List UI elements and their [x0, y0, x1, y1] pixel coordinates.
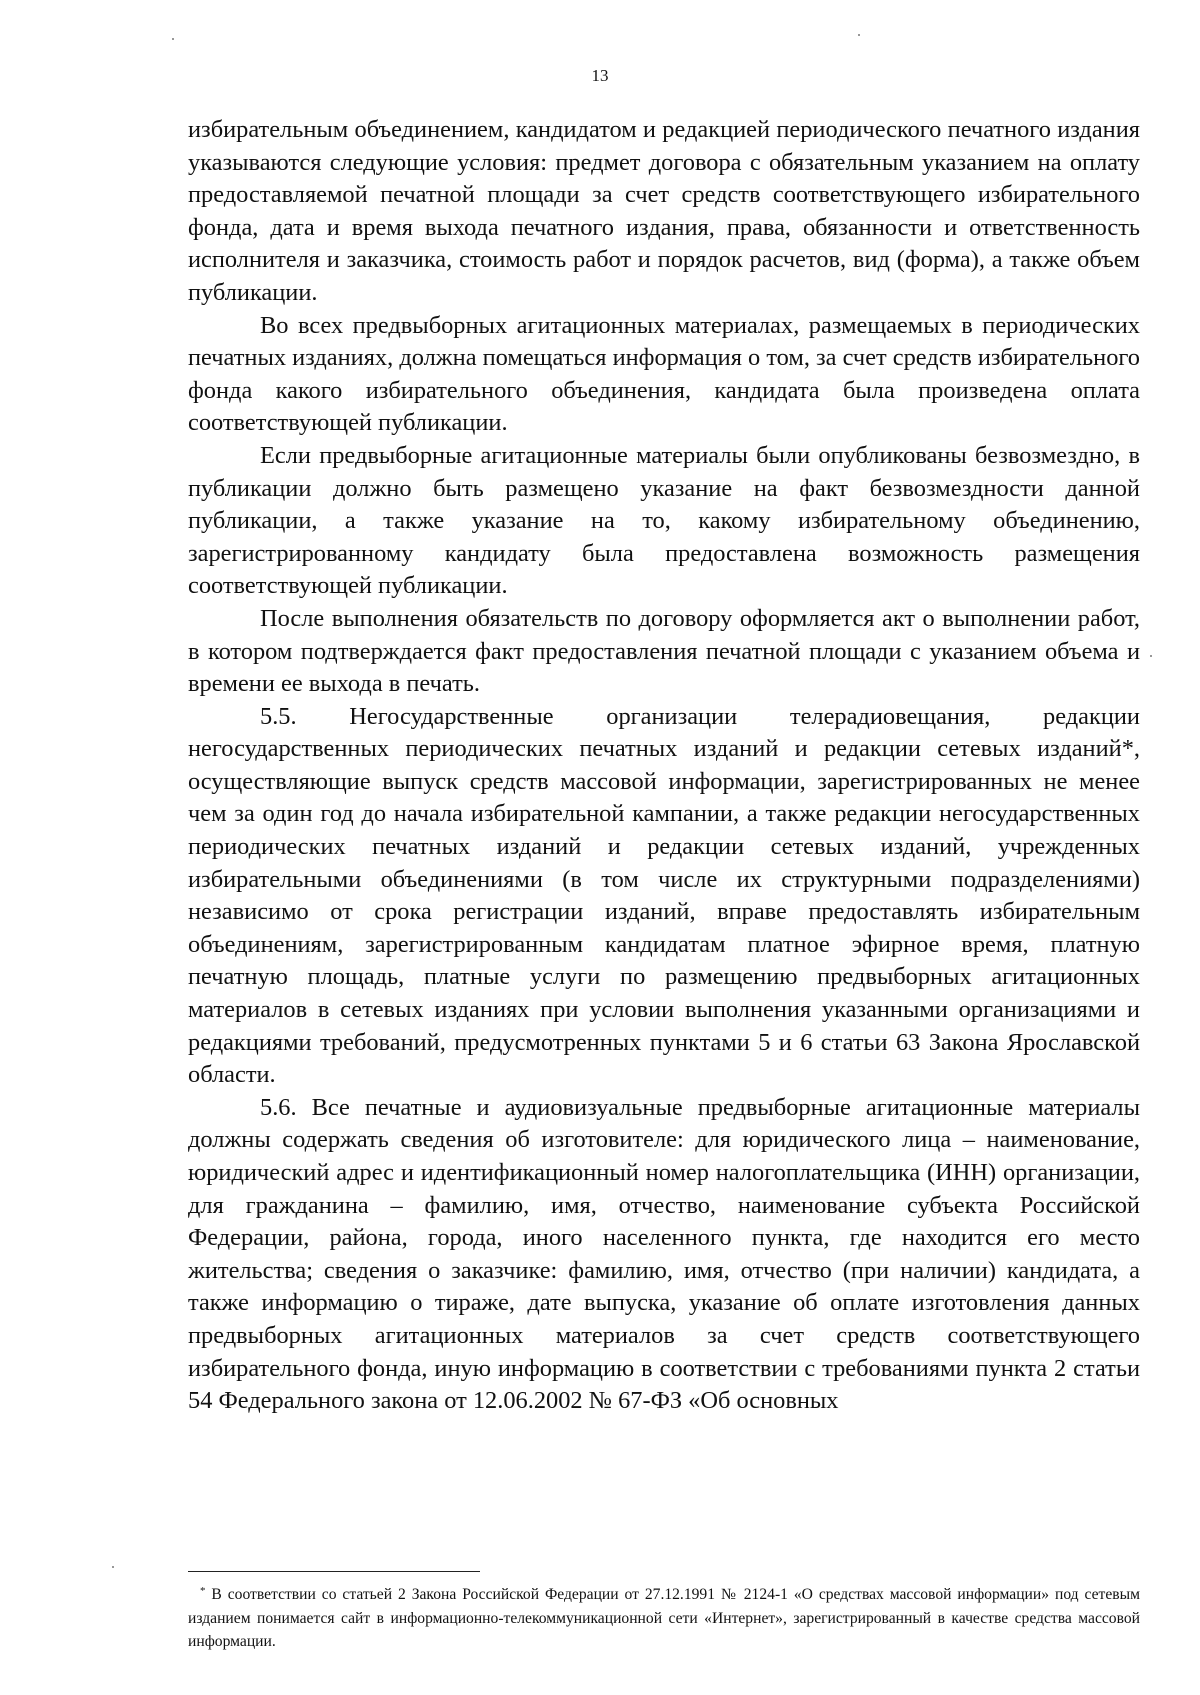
paragraph-payment-info: Во всех предвыборных агитационных материалах, размещаемых в периодических печатных изданиях, должна помещаться информация о том, за счет средств избирательного фонда какого избирательного объединения, кандидата была произведена оплата соответствующей публикации.: [188, 311, 1140, 437]
footnote: [188, 1580, 1140, 1654]
scan-speck: [172, 38, 174, 40]
paragraph-contract-terms: избирательным объединением, кандидатом и редакцией периодического печатного издания указываются следующие условия: предмет договора с обязательным указанием на оплату предоставляемой печатной площади за счет средств соответствующего избирательного фонда, дата и время выхода печатного издания, права, обязанности и ответственность исполнителя и заказчика, стоимость работ и порядок расчетов, вид (форма), а также объем публикации.: [188, 116, 1140, 306]
scan-speck: [858, 34, 860, 36]
paragraph-section-5-5: 5.5. Негосударственные организации телерадиовещания, редакции негосударственных периодических печатных изданий и редакции сетевых изданий*, осуществляющие выпуск средств массовой информации, зарегистрированных не менее чем за один год до начала избирательной кампании, а также редакции негосударственных периодических печатных изданий и редакции сетевых изданий, учрежденных избирательными объединениями (в том числе их структурными подразделениями) независимо от срока регистрации изданий, вправе предоставлять избирательным объединениям, зарегистрированным кандидатам платное эфирное время, платную печатную площадь, платные услуги по размещению предвыборных агитационных материалов в сетевых изданиях при условии выполнения указанными организациями и редакциями требований, предусмотренных пунктами 5 и 6 статьи 63 Закона Ярославской области.: [188, 702, 1140, 1089]
footnote-divider: [188, 1571, 480, 1572]
page-number: 13: [591, 66, 609, 85]
paragraph-free-publication: Если предвыборные агитационные материалы были опубликованы безвозмездно, в публикации должно быть размещено указание на факт безвозмездности данной публикации, а также указание на то, какому избирательному объединению, зарегистрированному кандидату была предоставлена возможность размещения соответствующей публикации.: [188, 441, 1140, 600]
scan-speck: [112, 1566, 114, 1568]
scan-speck: [1150, 655, 1152, 657]
paragraph-section-5-6: 5.6. Все печатные и аудиовизуальные предвыборные агитационные материалы должны содержать сведения об изготовителе: для юридического лица – наименование, юридический адрес и идентификационный номер налогоплательщика (ИНН) организации, для гражданина – фамилию, имя, отчество, наименование субъекта Российской Федерации, района, города, иного населенного пункта, где находится его место жительства; сведения о заказчике: фамилию, имя, отчество (при наличии) кандидата, а также информацию о тираже, дате выпуска, указание об оплате изготовления данных предвыборных агитационных материалов за счет средств соответствующего избирательного фонда, иную информацию в соответствии с требованиями пункта 2 статьи 54 Федерального закона от 12.06.2002 № 67-ФЗ «Об основных: [188, 1093, 1140, 1415]
footnote-text: В соответствии со статьей 2 Закона Российской Федерации от 27.12.1991 № 2124-1 «О средствах массовой информации» под сетевым изданием понимается сайт в информационно-телекоммуникационной сети «Интернет», зарегистрированный в качестве средства массовой информации.: [188, 1586, 1140, 1650]
footnote-marker: *: [200, 1585, 206, 1597]
paragraph-completion-act: После выполнения обязательств по договору оформляется акт о выполнении работ, в котором подтверждается факт предоставления печатной площади с указанием объема и времени ее выхода в печать.: [188, 604, 1140, 698]
body-text: [188, 114, 1140, 1418]
